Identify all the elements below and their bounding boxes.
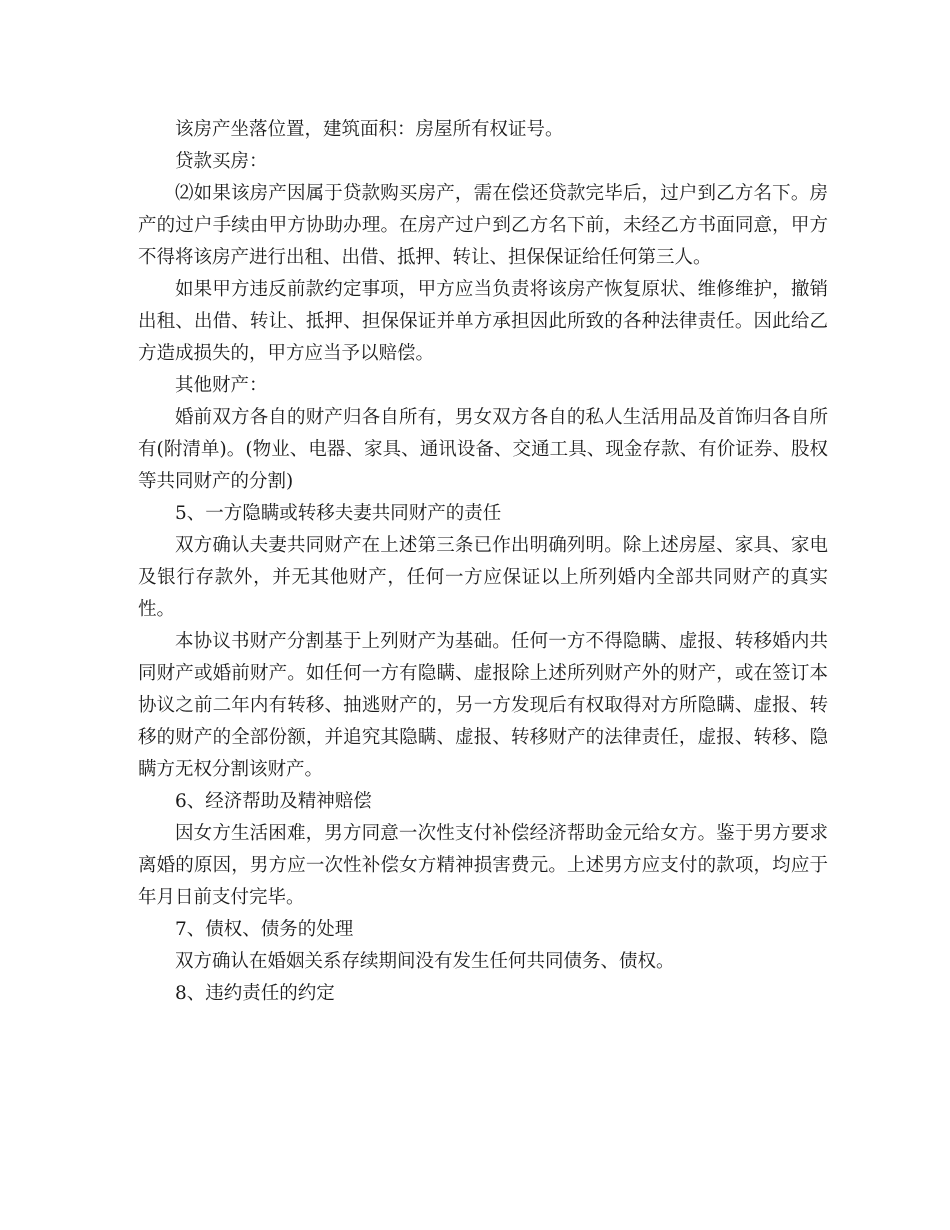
section-heading-5: 5、一方隐瞒或转移夫妻共同财产的责任	[175, 503, 502, 524]
paragraph-concealment-liability: 本协议书财产分割基于上列财产为基础。任何一方不得隐瞒、虚报、转移婚内共同财产或婚前财产。如任何一方有隐瞒、虚报除上述所列财产外的财产，或在签订本协议之前二年内有转移、抽逃财产的，另一方发现后有权取得对方所隐瞒、虚报、转移的财产的全部份额，并追究其隐瞒、虚报、转移财产的法律责任，虚报、转移、隐瞒方无权分割该财产。	[138, 631, 828, 780]
paragraph-premarital-property: 婚前双方各自的财产归各自所有，男女双方各自的私人生活用品及首饰归各自所有(附清单)。(物业、电器、家具、通讯设备、交通工具、现金存款、有价证券、股权等共同财产的分割)	[138, 407, 828, 492]
paragraph-loan-heading: 贷款买房：	[175, 151, 268, 172]
section-heading-8: 8、违约责任的约定	[175, 983, 335, 1004]
paragraph-loan-transfer: ⑵如果该房产因属于贷款购买房产，需在偿还贷款完毕后，过户到乙方名下。房产的过户手续由甲方协助办理。在房产过户到乙方名下前，未经乙方书面同意，甲方不得将该房产进行出租、出借、抵押、转让、担保保证给任何第三人。	[138, 183, 828, 268]
document-body	[138, 114, 828, 1010]
section-heading-6: 6、经济帮助及精神赔偿	[175, 791, 372, 812]
paragraph-breach-restore: 如果甲方违反前款约定事项，甲方应当负责将该房产恢复原状、维修维护，撤销出租、出借、转让、抵押、担保保证并单方承担因此所致的各种法律责任。因此给乙方造成损失的，甲方应当予以赔偿。	[138, 279, 828, 364]
paragraph-property-confirmation: 双方确认夫妻共同财产在上述第三条已作出明确列明。除上述房屋、家具、家电及银行存款外，并无其他财产，任何一方应保证以上所列婚内全部共同财产的真实性。	[138, 535, 828, 620]
paragraph-property-location: 该房产坐落位置，建筑面积：房屋所有权证号。	[175, 119, 564, 140]
paragraph-other-property-heading: 其他财产：	[175, 375, 268, 396]
paragraph-compensation: 因女方生活困难，男方同意一次性支付补偿经济帮助金元给女方。鉴于男方要求离婚的原因，男方应一次性补偿女方精神损害费元。上述男方应支付的款项，均应于年月日前支付完毕。	[138, 823, 828, 908]
paragraph-debts: 双方确认在婚姻关系存续期间没有发生任何共同债务、债权。	[175, 951, 675, 972]
section-heading-7: 7、债权、债务的处理	[175, 919, 354, 940]
